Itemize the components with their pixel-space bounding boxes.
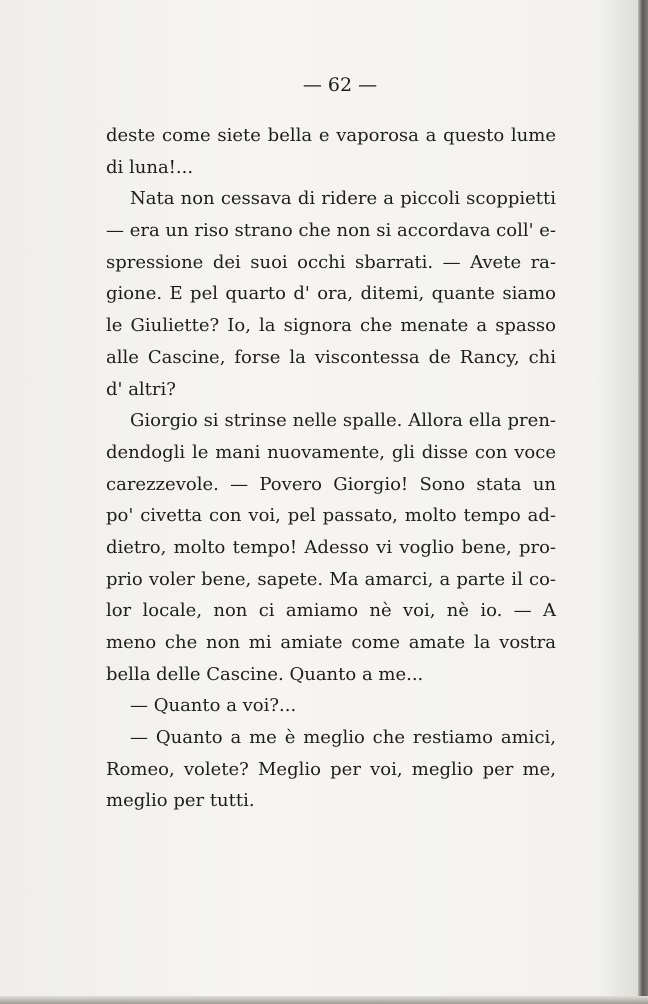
text-line: Romeo, volete? Meglio per voi, meglio per me, <box>106 758 556 780</box>
text-line: dendogli le mani nuovamente, gli disse con voce <box>106 441 556 463</box>
text-line: lor locale, non ci amiamo nè voi, nè io. — A <box>106 600 556 622</box>
text-line: — era un riso strano che non si accordava coll' e- <box>106 220 557 242</box>
text-line: di luna!... <box>106 156 194 178</box>
text-line: — Quanto a voi?... <box>130 695 297 717</box>
text-line: d' altri? <box>106 378 176 400</box>
text-line: gione. E pel quarto d' ora, ditemi, quante siamo <box>106 283 556 305</box>
text-line: dietro, molto tempo! Adesso vi voglio bene, pro- <box>106 536 556 558</box>
text-line: po' civetta con voi, pel passato, molto tempo ad- <box>106 505 556 527</box>
body-text <box>106 120 556 817</box>
text-line: Giorgio si strinse nelle spalle. Allora ella pren- <box>130 410 556 432</box>
text-line: — Quanto a me è meglio che restiamo amici, <box>130 727 556 749</box>
text-line: spressione dei suoi occhi sbarrati. — Avete ra- <box>106 251 556 273</box>
text-line: prio voler bene, sapete. Ma amarci, a parte il co- <box>106 568 556 590</box>
text-line: meglio per tutti. <box>106 790 255 812</box>
text-line: bella delle Cascine. Quanto a me... <box>106 663 424 685</box>
text-line: le Giuliette? Io, la signora che menate a spasso <box>106 315 556 337</box>
page-edge-shadow <box>638 0 648 1004</box>
text-line: carezzevole. — Povero Giorgio! Sono stata un <box>106 473 556 495</box>
text-line: deste come siete bella e vaporosa a questo lume <box>106 125 556 146</box>
page-number: — 62 — <box>302 74 378 96</box>
text-line: Nata non cessava di ridere a piccoli scoppietti <box>130 188 556 210</box>
text-line: alle Cascine, forse la viscontessa de Rancy, chi <box>106 346 556 368</box>
text-line: meno che non mi amiate come amate la vostra <box>106 632 556 653</box>
page-bottom-edge <box>0 996 648 1004</box>
